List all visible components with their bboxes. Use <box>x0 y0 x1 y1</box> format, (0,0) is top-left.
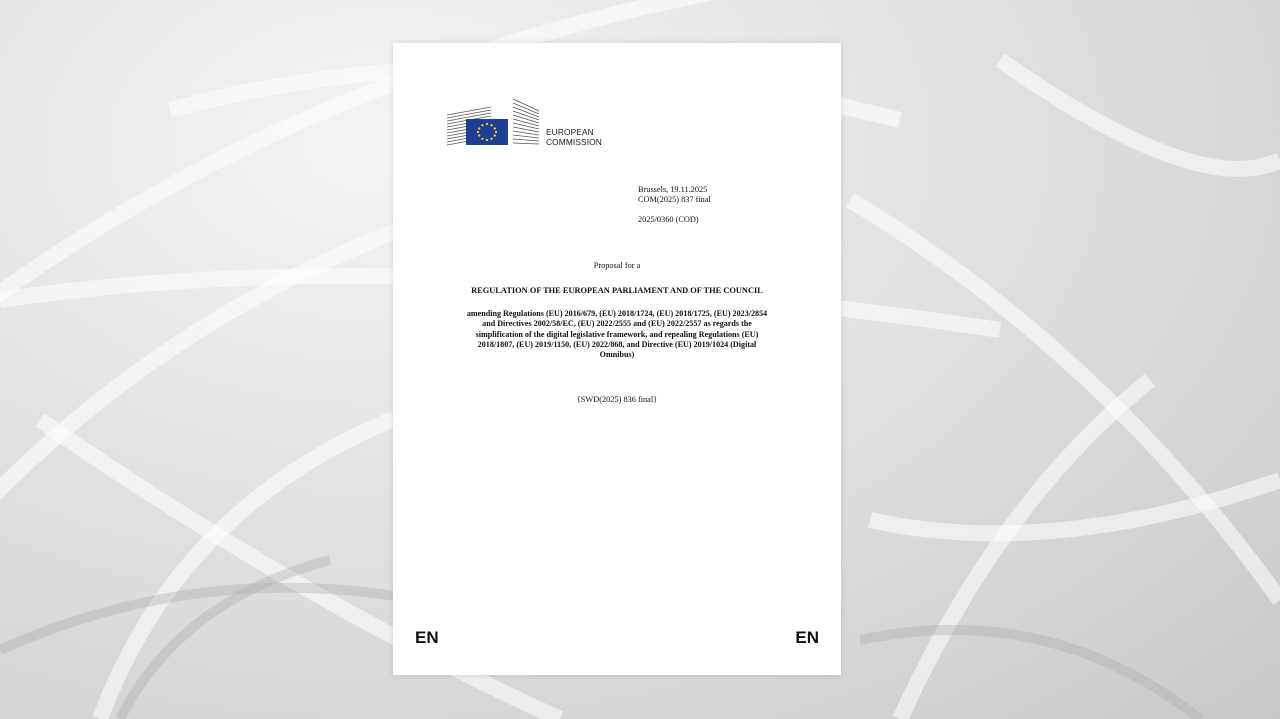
commission-name-line1: EUROPEAN <box>546 127 594 137</box>
amending-line: simplification of the digital legislative framework, and repealing Regulations (EU) <box>475 329 759 339</box>
commission-name-line2: COMMISSION <box>546 137 602 147</box>
language-code-left: EN <box>415 628 439 647</box>
place-date: Brussels, 19.11.2025 <box>638 185 708 194</box>
amending-line: 2018/1807, (EU) 2019/1150, (EU) 2022/868, and Directive (EU) 2019/1024 (Digital <box>477 339 757 349</box>
procedure-number: 2025/0360 (COD) <box>638 215 699 224</box>
document-page <box>393 43 841 675</box>
amending-text <box>447 309 787 360</box>
com-reference: COM(2025) 837 final <box>638 195 711 204</box>
language-code-right: EN <box>795 628 819 647</box>
amending-line: Omnibus) <box>599 350 635 360</box>
proposal-label: Proposal for a <box>593 261 641 270</box>
regulation-title: REGULATION OF THE EUROPEAN PARLIAMENT AND OF THE COUNCIL <box>471 286 763 295</box>
commission-name <box>546 127 602 147</box>
amending-line: amending Regulations (EU) 2016/679, (EU) 2018/1724, (EU) 2018/1725, (EU) 2023/2854 <box>466 309 768 318</box>
amending-line: and Directives 2002/58/EC, (EU) 2022/2555 and (EU) 2022/2557 as regards the <box>482 319 752 329</box>
swd-reference: {SWD(2025) 836 final} <box>576 395 658 404</box>
document-meta <box>638 185 711 225</box>
